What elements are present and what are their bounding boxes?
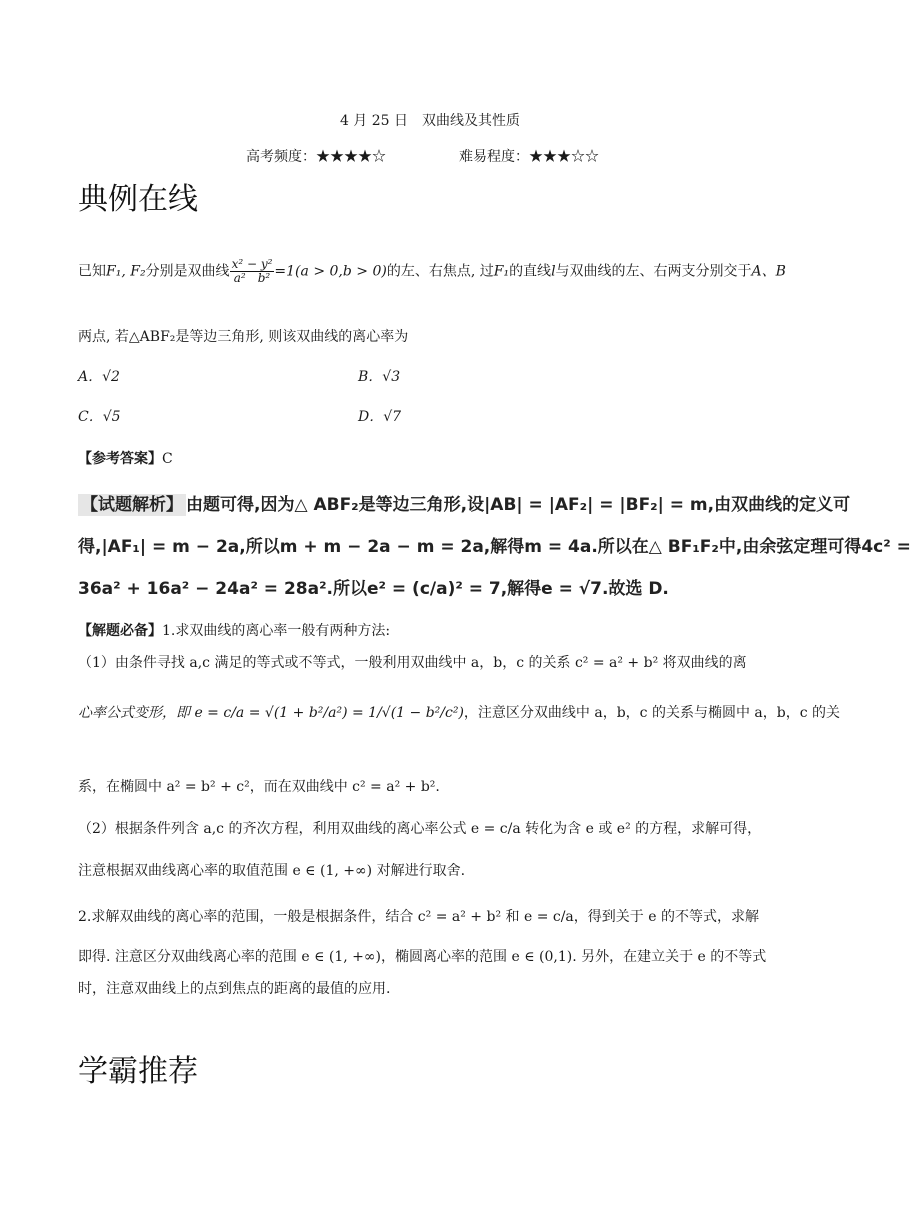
solution-line2: 得,|AF₁| = m − 2a,所以m + m − 2a − m = 2a,解得m = 4a.所以在△ BF₁F₂中,由余弦定理可得4c² = <box>78 537 911 557</box>
line-symbol: l <box>551 263 556 280</box>
answer-value: C <box>162 451 173 467</box>
tips-p2 <box>78 702 840 724</box>
fraction-denominator: a² b² <box>233 271 271 286</box>
option-d: D．√7 <box>358 409 402 425</box>
tips-p4: （2）根据条件列含 a,c 的齐次方程，利用双曲线的离心率公式 e = c/a 转化为含 e 或 e² 的方程，求解可得， <box>78 821 762 837</box>
problem-text: 的左、右焦点, 过 <box>386 263 494 280</box>
hyperbola-fraction <box>230 258 275 285</box>
tips-label: 【解题必备】 <box>78 623 162 639</box>
tips-p6: 2.求解双曲线的离心率的范围，一般是根据条件，结合 c² = a² + b² 和 e = c/a，得到关于 e 的不等式，求解 <box>78 909 759 925</box>
foci-symbols: F₁, F₂ <box>106 263 146 280</box>
exam-frequency: 高考频度：★★★★☆ <box>246 149 386 165</box>
difficulty-level: 难易程度：★★★☆☆ <box>459 149 599 165</box>
hyperbola-condition: =1(a > 0,b > 0) <box>274 263 387 280</box>
tips-p7: 即得. 注意区分双曲线离心率的范围 e ∈ (1, +∞)，椭圆离心率的范围 e ∈ (0,1). 另外，在建立关于 e 的不等式 <box>78 949 767 965</box>
tips-intro <box>78 620 390 642</box>
solution-line1: 由题可得,因为△ ABF₂是等边三角形,设|AB| = |AF₂| = |BF₂| = m,由双曲线的定义可 <box>186 495 851 515</box>
solution-line3: 36a² + 16a² − 24a² = 28a².所以e² = (c/a)² = 7,解得e = √7.故选 D. <box>78 579 669 599</box>
tips-p2-rest: ，注意区分双曲线中 a，b，c 的关系与椭圆中 a，b，c 的关 <box>463 705 841 721</box>
problem-text: 分别是双曲线 <box>145 263 230 280</box>
fraction-numerator: x² − y² <box>231 257 273 271</box>
problem-statement-line2: 两点, 若△ABF₂是等边三角形, 则该双曲线的离心率为 <box>78 329 409 345</box>
option-a: A．√2 <box>78 369 120 385</box>
reference-answer <box>78 448 173 468</box>
problem-text: 的直线 <box>509 263 552 280</box>
focus-symbol: F₁ <box>493 263 510 280</box>
eccentricity-formula: 心率公式变形，即 e = c/a = √(1 + b²/a²) = 1/√(1 − b²/c²) <box>78 705 464 721</box>
option-c: C．√5 <box>78 409 121 425</box>
tips-p0: 1.求双曲线的离心率一般有两种方法: <box>162 623 391 639</box>
answer-label: 【参考答案】 <box>78 451 162 467</box>
solution-explanation <box>78 484 911 610</box>
problem-statement-line1 <box>78 258 786 285</box>
option-b: B．√3 <box>358 369 401 385</box>
problem-text: 与双曲线的左、右两支分别交于 <box>555 263 752 280</box>
problem-text: 已知 <box>78 263 106 280</box>
solution-tag: 【试题解析】 <box>78 494 186 516</box>
points-symbol: A、B <box>751 263 786 280</box>
section-heading-recommend: 学霸推荐 <box>78 1054 198 1089</box>
section-heading-example: 典例在线 <box>78 182 198 217</box>
page-title: 4 月 25 日 双曲线及其性质 <box>339 113 521 129</box>
tips-p1: （1）由条件寻找 a,c 满足的等式或不等式，一般利用双曲线中 a，b，c 的关系 c² = a² + b² 将双曲线的离 <box>78 655 747 671</box>
tips-p3: 系，在椭圆中 a² = b² + c²，而在双曲线中 c² = a² + b². <box>78 779 440 795</box>
tips-p8: 时，注意双曲线上的点到焦点的距离的最值的应用. <box>78 981 391 997</box>
tips-p5: 注意根据双曲线离心率的取值范围 e ∈ (1, +∞) 对解进行取舍. <box>78 863 466 879</box>
